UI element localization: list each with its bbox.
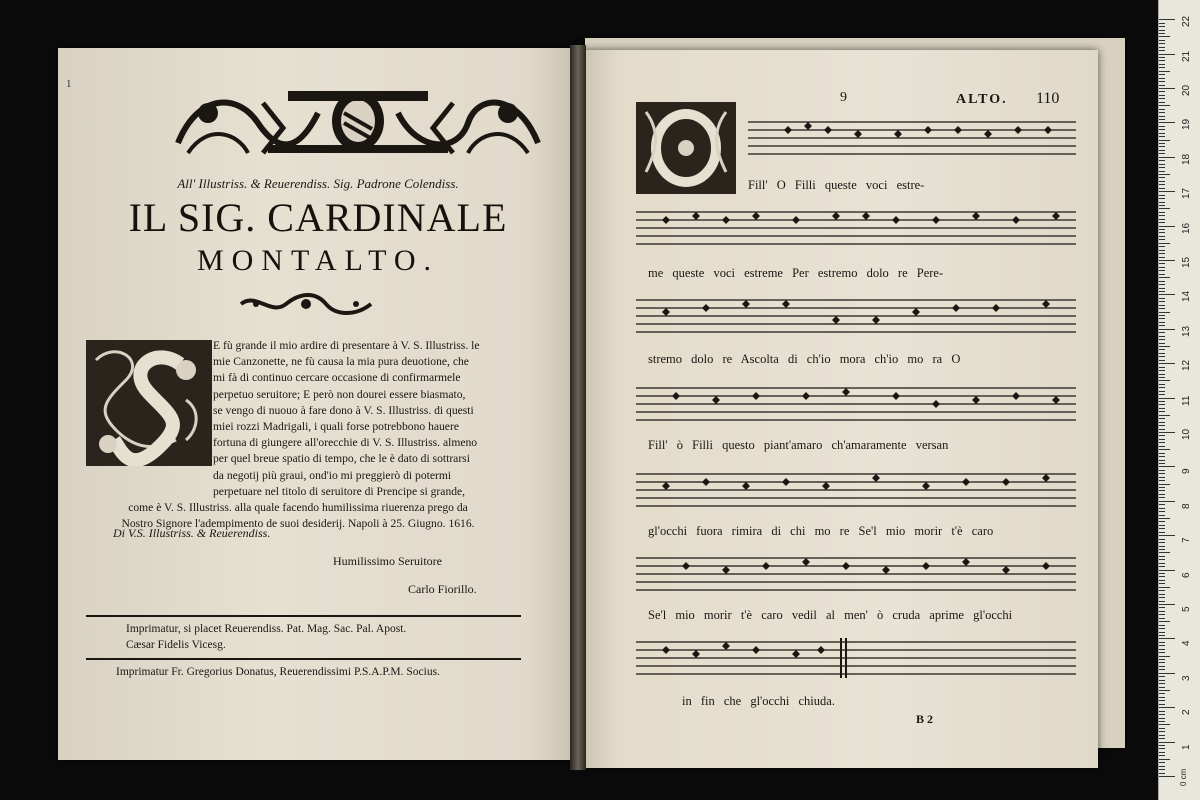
ruler-tick [1159,377,1165,378]
ruler-tick [1159,415,1170,416]
ruler-label: 16 [1181,222,1192,234]
ruler-tick [1159,429,1165,430]
ruler-tick [1159,607,1165,608]
ruler-tick [1159,566,1165,567]
ruler-tick [1159,432,1175,433]
ruler-tick [1159,160,1165,161]
ruler-tick [1159,638,1175,639]
ruler-tick [1159,50,1165,51]
ruler-tick [1159,552,1170,553]
ruler-tick [1159,239,1165,240]
ruler-tick [1159,494,1165,495]
ruler-tick [1159,322,1165,323]
ruler-tick [1159,360,1165,361]
ruler-tick [1159,460,1165,461]
ruler-label: 1 [1181,744,1192,750]
ruler-tick [1159,112,1165,113]
ruler-label: 21 [1181,50,1192,62]
ruler-tick [1159,325,1165,326]
ruler-tick [1159,71,1170,72]
ruler-tick [1159,697,1165,698]
ruler-tick [1159,776,1175,777]
ruler-label: 20 [1181,84,1192,96]
ruler-tick [1159,150,1165,151]
ruler-tick [1159,315,1165,316]
ruler-tick [1159,711,1165,712]
ruler-tick [1159,136,1165,137]
ruler-tick [1159,153,1165,154]
ruler-label: 15 [1181,256,1192,268]
music-staff [636,638,1076,678]
ruler-tick [1159,435,1165,436]
ruler-label: 4 [1181,640,1192,647]
ruler-tick [1159,19,1175,20]
ruler-tick [1159,126,1165,127]
ruler-tick [1159,356,1165,357]
lyric-line: Fill' ò Filli questo piant'amaro ch'amaramente versan [648,438,949,452]
woodcut-headpiece [168,83,548,163]
ruler-tick [1159,707,1175,708]
ruler-tick [1159,270,1165,271]
ruler-tick [1159,693,1165,694]
ruler-tick [1159,418,1165,419]
ruler-tick [1159,539,1165,540]
music-staff [636,554,1076,594]
ruler-tick [1159,30,1165,31]
ruler-tick [1159,88,1175,89]
ruler-tick [1159,54,1175,55]
ruler-tick [1159,490,1165,491]
ruler-tick [1159,477,1165,478]
ruler-tick [1159,680,1165,681]
ruler-tick [1159,281,1165,282]
imprimatur-line: Imprimatur Fr. Gregorius Donatus, Reuerendissimi P.S.A.P.M. Socius. [116,666,440,678]
ruler-tick [1159,752,1165,753]
ruler-tick [1159,232,1165,233]
ruler-tick [1159,177,1165,178]
ruler-tick [1159,504,1165,505]
ruler-tick [1159,329,1175,330]
lyric-line: stremo dolo re Ascolta di ch'io mora ch'io mo ra O [648,352,961,366]
right-page [578,50,1098,768]
ruler-tick [1159,652,1165,653]
ruler-tick [1159,497,1165,498]
dedication-body [213,338,513,500]
ruler-tick [1159,721,1165,722]
ruler-label: 17 [1181,188,1192,200]
music-staff [636,470,1076,510]
lyric-line: Fill' O Filli queste voci estre- [748,178,925,192]
ruler-tick [1159,308,1165,309]
ruler-tick [1159,724,1170,725]
ruler-tick [1159,64,1165,65]
ruler-tick [1159,274,1165,275]
closing-line: Di V.S. Illustriss. & Reuerendiss. [113,526,271,540]
ruler-tick [1159,401,1165,402]
ruler-tick [1159,181,1165,182]
ruler-tick [1159,559,1165,560]
ruler-tick [1159,528,1165,529]
ruler-tick [1159,301,1165,302]
title-line-2: MONTALTO. [196,244,440,277]
ruler-tick [1159,728,1165,729]
ruler-tick [1159,642,1165,643]
body-line: mi fà di continuo cercare occasione di confirmarmele [213,371,461,385]
ruler-tick [1159,353,1165,354]
ruler-tick [1159,260,1175,261]
ruler-label: 19 [1181,119,1192,131]
ruler-tick [1159,625,1165,626]
ruler-tick [1159,515,1165,516]
ruler-tick [1159,532,1165,533]
divider-rule [86,615,521,617]
ruler-tick [1159,487,1165,488]
ruler-tick [1159,570,1175,571]
ruler-tick [1159,243,1170,244]
ruler-tick [1159,408,1165,409]
ruler-tick [1159,380,1170,381]
ruler-tick [1159,288,1165,289]
ruler-label: 10 [1181,428,1192,440]
music-staff [748,118,1076,158]
ruler-tick [1159,422,1165,423]
ruler-label: 2 [1181,709,1192,716]
ruler-tick [1159,700,1165,701]
ruler-tick [1159,367,1165,368]
ruler-tick [1159,666,1165,667]
ruler-tick [1159,518,1170,519]
ruler-tick [1159,621,1170,622]
ruler-label: 14 [1181,291,1192,303]
ruler-tick [1159,336,1165,337]
ruler-tick [1159,525,1165,526]
ruler-tick [1159,611,1165,612]
ruler-tick [1159,714,1165,715]
ruler-tick [1159,391,1165,392]
ruler-tick [1159,662,1165,663]
ruler-tick [1159,425,1165,426]
lyric-line: in fin che gl'occhi chiuda. [682,694,835,708]
ruler-tick [1159,305,1165,306]
ruler-tick [1159,587,1170,588]
lyric-line: gl'occhi fuora rimira di chi mo re Se'l mio morir t'è caro [648,524,994,538]
ruler-tick [1159,43,1165,44]
ruler-tick [1159,122,1175,123]
divider-rule [86,658,521,660]
ruler-label: 9 [1181,468,1192,475]
ruler-label: 5 [1181,606,1192,612]
ruler-tick [1159,759,1170,760]
ruler-tick [1159,26,1165,27]
decorated-initial-o [636,102,736,194]
ruler-tick [1159,36,1170,37]
ruler-tick [1159,343,1165,344]
body-line: Nostro Signore l'adempimento de suoi desiderij. Napoli à 25. Giugno. 1616. [121,517,475,531]
ruler-tick [1159,411,1165,412]
book-gutter [570,45,586,770]
ruler-tick [1159,349,1165,350]
ruler-tick [1159,456,1165,457]
ruler-tick [1159,484,1170,485]
ruler-tick [1159,226,1175,227]
ruler-tick [1159,535,1175,536]
ruler-tick [1159,742,1175,743]
title-line-1: IL SIG. CARDINALE [128,195,508,240]
page-number: 1 [66,78,72,90]
ruler-tick [1159,119,1165,120]
ruler-tick [1159,590,1165,591]
ruler-tick [1159,98,1165,99]
ruler-tick [1159,85,1165,86]
body-line: miei rozzi Madrigali, i quali forse potrebbono hauere [213,420,459,434]
ruler-tick [1159,614,1165,615]
ruler-label: 6 [1181,572,1192,578]
ruler-tick [1159,167,1165,168]
music-staff [636,384,1076,424]
body-line: se vengo di nuouo à fare dono à V. S. Illustriss. di questi [213,403,474,417]
ruler-tick [1159,398,1175,399]
fleuron-ornament [236,292,376,316]
ruler-tick [1159,202,1165,203]
ruler-tick [1159,628,1165,629]
ruler-tick [1159,277,1170,278]
ruler-tick [1159,339,1165,340]
ruler-label: 13 [1181,325,1192,337]
ruler-tick [1159,74,1165,75]
ruler-tick [1159,133,1165,134]
ruler-tick [1159,267,1165,268]
ruler-tick [1159,583,1165,584]
ruler-tick [1159,687,1165,688]
ruler-tick [1159,67,1165,68]
lyric-line: me queste voci estreme Per estremo dolo re Pere- [648,266,944,280]
ruler-tick [1159,683,1165,684]
ruler-tick [1159,387,1165,388]
body-line: E fù grande il mio ardire di presentare à V. S. Illustriss. le [213,339,480,352]
ruler-tick [1159,284,1165,285]
ruler-tick [1159,580,1165,581]
ruler-tick [1159,33,1165,34]
ruler-tick [1159,219,1165,220]
ruler-label: 0 cm [1179,768,1188,786]
dedication-line: All' Illustriss. & Reuerendiss. Sig. Padrone Colendiss. [177,176,459,191]
ruler-tick [1159,659,1165,660]
ruler-tick [1159,146,1165,147]
ruler-tick [1159,236,1165,237]
ruler-tick [1159,766,1165,767]
ruler-tick [1159,212,1165,213]
imprimatur-line: Cæsar Fidelis Vicesg. [126,639,226,651]
ruler-tick [1159,81,1165,82]
folio-number: 110 [1036,90,1060,107]
ruler-tick [1159,40,1165,41]
ruler-label: 7 [1181,537,1192,544]
ruler-tick [1159,105,1170,106]
ruler-tick [1159,246,1165,247]
left-page [58,48,578,760]
ruler-tick [1159,91,1165,92]
ruler-tick [1159,143,1165,144]
ruler-tick [1159,191,1175,192]
ruler-tick [1159,546,1165,547]
servant-line: Humilissimo Seruitore [333,554,442,568]
ruler-tick [1159,501,1175,502]
ruler-tick [1159,129,1165,130]
ruler-tick [1159,250,1165,251]
music-staff [636,208,1076,248]
ruler-tick [1159,480,1165,481]
ruler-tick [1159,549,1165,550]
ruler-tick [1159,78,1165,79]
ruler-tick [1159,449,1170,450]
ruler-tick [1159,57,1165,58]
ruler-tick [1159,404,1165,405]
ruler-tick [1159,738,1165,739]
ruler-tick [1159,184,1165,185]
ruler-tick [1159,318,1165,319]
ruler-tick [1159,208,1170,209]
ruler-tick [1159,291,1165,292]
ruler-label: 11 [1181,395,1192,406]
ruler-tick [1159,676,1165,677]
ruler-tick [1159,542,1165,543]
lyric-line: Se'l mio morir t'è caro vedil al men' ò cruda aprime gl'occhi [648,608,1013,622]
ruler-tick [1159,601,1165,602]
ruler-tick [1159,188,1165,189]
ruler-tick [1159,632,1165,633]
ruler-tick [1159,195,1165,196]
ruler-tick [1159,47,1165,48]
page-mark: 9 [840,90,847,105]
ruler-tick [1159,594,1165,595]
imprimatur-line: Imprimatur, si placet Reuerendiss. Pat. Mag. Sac. Pal. Apost. [126,623,407,635]
ruler-tick [1159,298,1165,299]
ruler-tick [1159,370,1165,371]
ruler-tick [1159,60,1165,61]
ruler-tick [1159,748,1165,749]
ruler-tick [1159,95,1165,96]
ruler-tick [1159,394,1165,395]
ruler-tick [1159,229,1165,230]
ruler-label: 22 [1181,16,1192,28]
ruler-tick [1159,704,1165,705]
ruler-tick [1159,332,1165,333]
signature-mark: B 2 [916,712,934,726]
ruler-tick [1159,171,1165,172]
ruler-tick [1159,384,1165,385]
ruler-tick [1159,773,1165,774]
ruler-tick [1159,635,1165,636]
body-line: come è V. S. Illustriss. alla quale facendo humilissima riuerenza prego da [128,501,468,514]
ruler-tick [1159,109,1165,110]
body-line: perpetuare nel titolo di seruitore di Prencipe si grande, [213,484,466,498]
ruler-tick [1159,645,1165,646]
ruler-tick [1159,174,1170,175]
ruler-tick [1159,576,1165,577]
voice-part-label: ALTO. [956,92,1008,107]
ruler-tick [1159,257,1165,258]
ruler-label: 3 [1181,675,1192,681]
ruler-tick [1159,463,1165,464]
ruler-tick [1159,222,1165,223]
ruler-tick [1159,656,1170,657]
body-line: perpetuo seruitore; E però non dourei essere biasmato, [213,387,466,401]
ruler-tick [1159,294,1175,295]
ruler-tick [1159,735,1165,736]
ruler-label: 18 [1181,153,1192,165]
ruler-tick [1159,604,1175,605]
ruler-tick [1159,23,1165,24]
ruler-tick [1159,102,1165,103]
ruler-tick [1159,164,1165,165]
ruler-tick [1159,521,1165,522]
ruler-tick [1159,508,1165,509]
ruler-tick [1159,116,1165,117]
ruler-tick [1159,198,1165,199]
body-line: per quel breue spatio di tempo, che le è dato di sottrarsi [213,452,470,466]
ruler-tick [1159,563,1165,564]
ruler-tick [1159,439,1165,440]
ruler-tick [1159,446,1165,447]
ruler-tick [1159,253,1165,254]
ruler-tick [1159,769,1165,770]
ruler-tick [1159,140,1170,141]
ruler-tick [1159,669,1165,670]
ruler-tick [1159,470,1165,471]
ruler-tick [1159,673,1175,674]
ruler-tick [1159,466,1175,467]
ruler-tick [1159,374,1165,375]
ruler-tick [1159,573,1165,574]
ruler-tick [1159,556,1165,557]
ruler-tick [1159,442,1165,443]
ruler-tick [1159,597,1165,598]
body-line: fortuna di giungere all'orecchie di V. S. Illustriss. almeno [213,436,478,450]
ruler-tick [1159,745,1165,746]
author-name: Carlo Fiorillo. [408,582,477,596]
ruler-tick [1159,762,1165,763]
ruler-tick [1159,215,1165,216]
ruler-tick [1159,473,1165,474]
ruler-tick [1159,453,1165,454]
ruler-tick [1159,263,1165,264]
ruler-tick [1159,618,1165,619]
ruler-tick [1159,312,1170,313]
ruler-label: 12 [1181,360,1192,372]
ruler-tick [1159,157,1175,158]
ruler-tick [1159,363,1175,364]
ruler-tick [1159,731,1165,732]
ruler-label: 8 [1181,503,1192,509]
measuring-ruler [1158,0,1200,800]
ruler-tick [1159,511,1165,512]
ruler-tick [1159,690,1170,691]
ruler-tick [1159,718,1165,719]
body-line: mie Canzonette, ne fù causa la mia pura deuotione, che [213,355,469,369]
ruler-tick [1159,755,1165,756]
music-staff [636,296,1076,336]
ruler-tick [1159,346,1170,347]
ruler-tick [1159,205,1165,206]
ruler-tick [1159,649,1165,650]
body-line: da negotij più graui, ond'io mi preggierò di potermi [213,468,452,482]
decorated-initial-s [86,340,212,466]
